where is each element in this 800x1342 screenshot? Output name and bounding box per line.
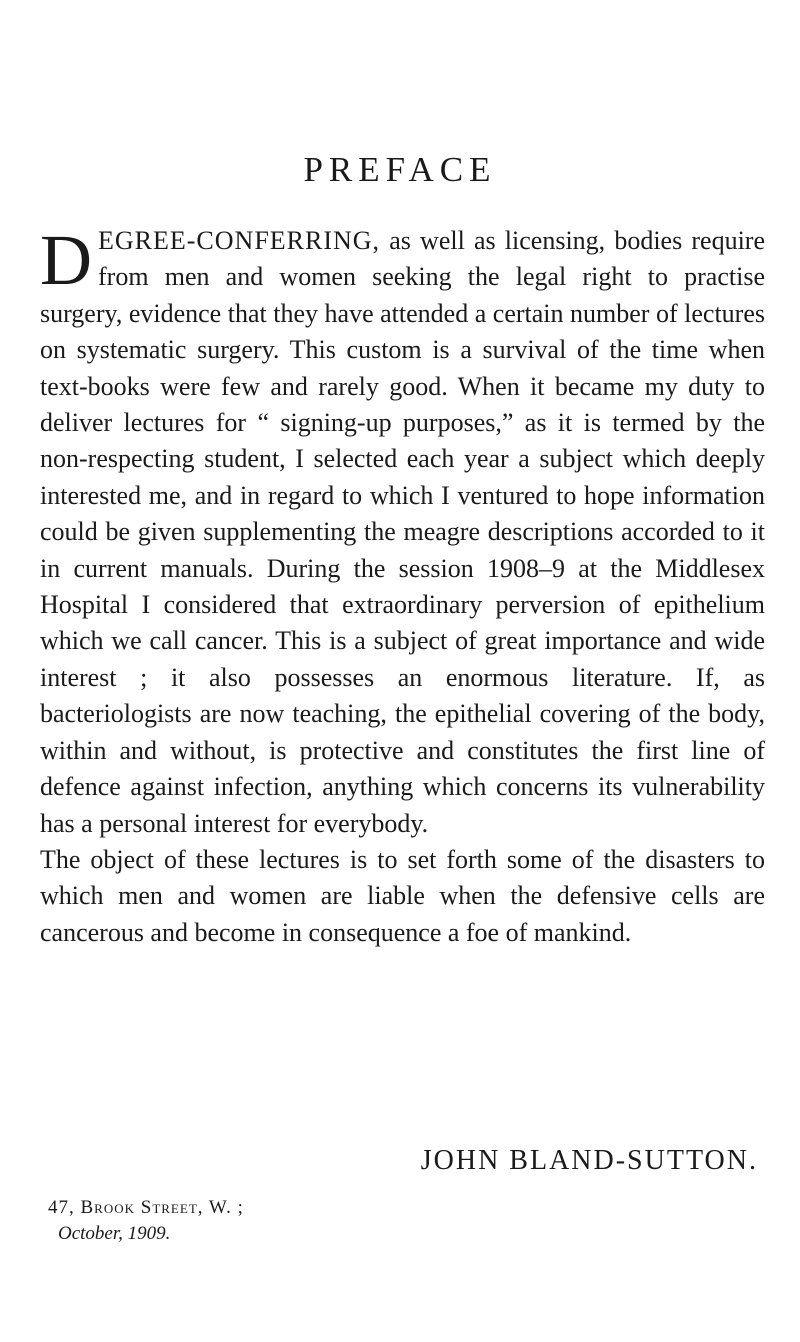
paragraph-lead: EGREE-CONFERRING, [98,226,381,255]
paragraph-2: The object of these lectures is to set forth some of the disasters to which men and women are liable when the defensive cells are cancerous and become in consequence a foe of mankind. [40,844,765,947]
address-block [48,1195,244,1247]
drop-cap: D [40,220,92,300]
street-address: 47, Brook Street, W. ; [48,1197,244,1218]
page-title: PREFACE [303,150,497,189]
paragraph-1 [40,220,765,842]
preface-body [40,220,765,951]
preface-date: October, 1909. [58,1223,171,1244]
paragraph-1-text: as well as licensing, bodies require from men and women seeking the legal right to practise surgery, evidence that they have attended a certain number of lectures on systematic surgery. This custom is a survival of the time when text-books were few and rarely good. When it became my duty to deliver lectures for “ signing-up purposes,” as it is termed by the non-respecting student, I selected each year a subject which deeply interested me, and in regard to which I ventured to hope information could be given supplementing the meagre descriptions accorded to it in current manuals. During the session 1908–9 at the Middlesex Hospital I considered that extraordinary perversion of epithelium which we call cancer. This is a subject of great importance and wide interest ; it also possesses an enormous literature. If, as bacteriologists are now teaching, the epithelial covering of the body, within and without, is protective and constitutes the first line of defence against infection, anything which concerns its vulnerability has a personal interest for everybody. [40,226,765,838]
author-signature: JOHN BLAND-SUTTON. [420,1145,758,1176]
